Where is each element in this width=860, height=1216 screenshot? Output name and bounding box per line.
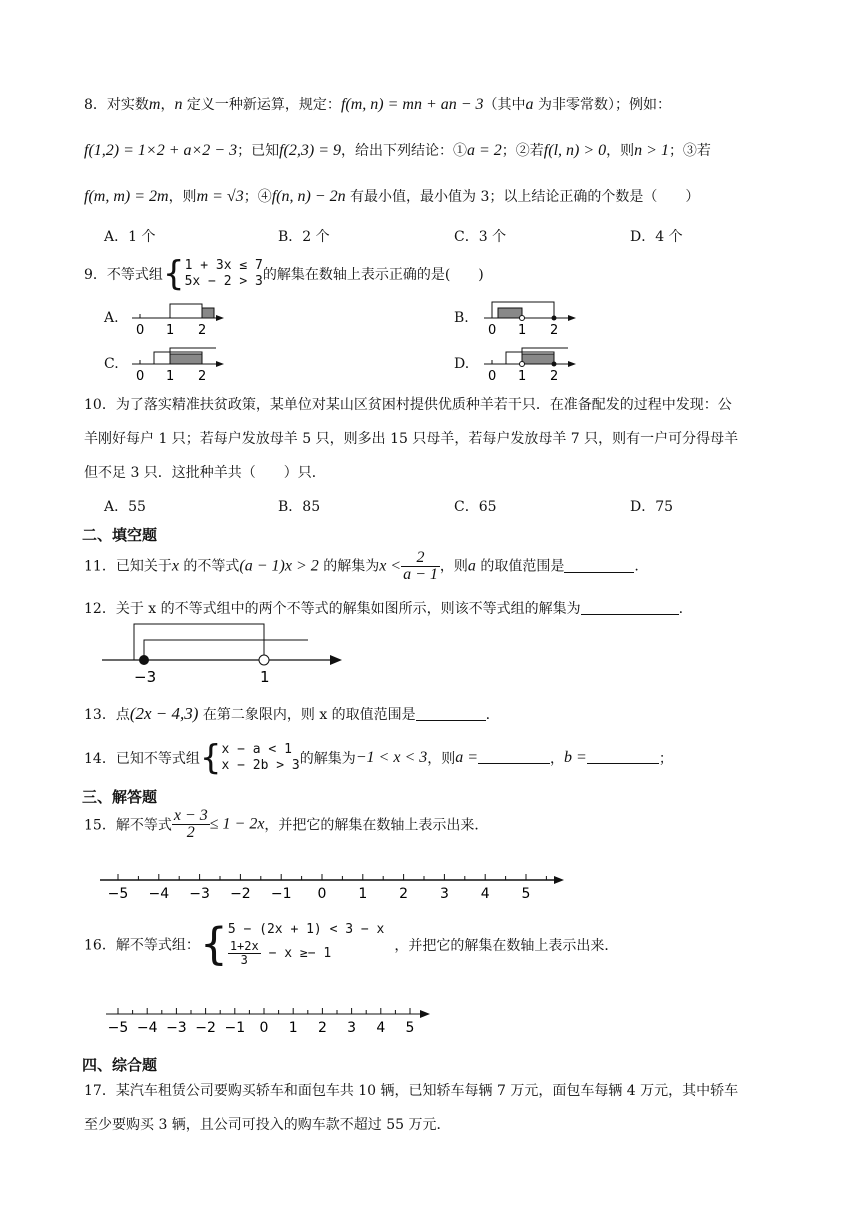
q15-numberline	[98, 868, 570, 908]
formula: f(n, n) − 2n	[271, 188, 346, 205]
text: 有最小值，最小值为 3；以上结论正确的个数是（ ）	[345, 189, 700, 205]
text: ，则	[427, 751, 456, 767]
text: ，则	[439, 558, 468, 575]
formula: a = 2	[467, 142, 502, 159]
formula: f(m, n) = mn + an − 3	[340, 96, 484, 113]
text: .	[485, 707, 491, 723]
tick-label: 2	[317, 1020, 327, 1036]
tick-1: 1	[518, 323, 527, 338]
numerator: x − 3	[173, 807, 208, 824]
tick-label: −5	[107, 886, 129, 902]
tick-label: −4	[148, 886, 170, 902]
tick-label: −2	[195, 1020, 216, 1036]
brace: {	[199, 918, 228, 970]
var-a: a	[525, 96, 534, 113]
tick-label: 0	[317, 886, 327, 902]
formula: (a − 1)x > 2	[239, 557, 319, 575]
ineq-1: 1 + 3x ≤ 7	[184, 258, 263, 273]
q8-line1	[84, 94, 671, 114]
tick-1: 1	[518, 369, 527, 384]
tick-1: 1	[260, 668, 270, 686]
q9-numberline-d	[480, 344, 580, 386]
text: 的解集在数轴上表示正确的是( )	[262, 267, 484, 283]
var-a: a	[467, 557, 476, 575]
text: ，	[160, 97, 175, 113]
tick-1: 1	[166, 323, 175, 338]
text: ，则	[168, 189, 197, 205]
tick-0: 0	[488, 369, 497, 384]
q9-label-d: D.	[454, 356, 470, 372]
text: ；④	[243, 189, 272, 205]
text: ；③若	[668, 143, 711, 159]
brace: {	[199, 738, 222, 778]
var-a: a =	[455, 749, 479, 766]
q10-option-a: A．55	[104, 499, 146, 515]
q15-fraction	[172, 808, 210, 841]
text: ，并把它的解集在数轴上表示出来．	[394, 937, 619, 954]
text: 15．解不等式	[84, 817, 172, 834]
formula: f(m, m) = 2m	[84, 188, 169, 205]
q8-line2	[84, 140, 711, 160]
tick-label: 5	[521, 886, 531, 902]
q9-label-c: C.	[104, 356, 119, 372]
ineq-2	[228, 940, 385, 967]
formula: −1 < x < 3	[355, 749, 428, 766]
text: − x ≥− 1	[268, 946, 332, 961]
var-x: x	[171, 557, 179, 575]
axis-arrow	[420, 1010, 430, 1018]
text: 的解集为	[318, 558, 380, 575]
tick-0: 0	[136, 323, 145, 338]
text: ，	[550, 751, 565, 767]
text: .	[678, 601, 684, 617]
text: （其中	[483, 97, 526, 113]
tick-label: 4	[376, 1020, 386, 1036]
text: 13．点	[84, 707, 130, 723]
q15-line	[84, 808, 488, 841]
q16-line	[84, 918, 619, 970]
q9-label-b: B.	[454, 310, 469, 326]
q9-line	[84, 254, 484, 294]
tick-label: 2	[399, 886, 409, 902]
tick-2: 2	[550, 369, 559, 384]
q9-numberline-c	[128, 344, 228, 386]
denominator: 2	[186, 824, 195, 841]
tick-0: 0	[488, 323, 497, 338]
q10-option-c: C．65	[454, 499, 497, 515]
answer-blank[interactable]	[416, 706, 486, 721]
q8-option-b: B．2 个	[278, 229, 330, 245]
q17-line2: 至少要购买 3 辆，且公司可投入的购车款不超过 55 万元．	[84, 1117, 451, 1133]
tick-label: −5	[107, 1020, 129, 1036]
tick-label: −2	[230, 886, 251, 902]
text: 11．已知关于	[84, 558, 172, 575]
tick-label: 3	[347, 1020, 357, 1036]
text: 定义一种新运算，规定：	[182, 97, 341, 113]
q16-numberline	[104, 1002, 434, 1042]
tick-1: 1	[166, 369, 175, 384]
q16-system	[228, 922, 385, 967]
text: ，则	[606, 143, 635, 159]
brace: {	[162, 254, 185, 294]
tick-label: 0	[259, 1020, 269, 1036]
q8-option-c: C．3 个	[454, 229, 507, 245]
text: ，给出下列结论：①	[341, 143, 467, 159]
ineq-1: 5 − (2x + 1) < 3 − x	[227, 922, 385, 937]
answer-blank-a[interactable]	[478, 749, 550, 764]
text: 8．对实数	[84, 97, 149, 113]
section-heading-solve: 三、解答题	[82, 788, 158, 806]
ineq-2: 5x − 2 > 3	[184, 274, 263, 289]
ineq-1: x − a < 1	[221, 742, 292, 757]
formula: m = √3	[196, 188, 244, 205]
numerator: 2	[401, 550, 440, 567]
tick-0: 0	[136, 369, 145, 384]
denominator: a − 1	[403, 566, 438, 583]
text: .	[634, 558, 639, 575]
q10-option-b: B．85	[278, 499, 321, 515]
text: 的不等式	[178, 558, 240, 575]
formula: ≤ 1 − 2x	[209, 815, 265, 833]
q10-line1: 10．为了落实精准扶贫政策，某单位对某山区贫困村提供优质种羊若干只．在准备配发的过程中发现：公	[84, 397, 732, 413]
tick-label: 4	[480, 886, 490, 902]
text: 16．解不等式组：	[84, 937, 200, 954]
text: ，并把它的解集在数轴上表示出来．	[264, 817, 489, 834]
tick-2: 2	[198, 323, 207, 338]
section-heading-fill-blank: 二、填空题	[82, 526, 158, 544]
q17-line1: 17．某汽车租赁公司要购买轿车和面包车共 10 辆，已知轿车每辆 7 万元，面包车每辆 4 万元，其中轿车	[84, 1083, 739, 1099]
q10-option-d: D．75	[630, 499, 674, 515]
tick-label: 3	[439, 886, 449, 902]
numerator: 1+2x	[229, 939, 259, 953]
answer-blank[interactable]	[581, 600, 679, 615]
q11-fraction	[401, 550, 440, 583]
formula: n > 1	[634, 142, 669, 159]
var-m: m	[148, 96, 161, 113]
formula: x <	[379, 557, 402, 575]
q14-system	[221, 742, 299, 774]
tick-label: 1	[288, 1020, 298, 1036]
q11-line	[84, 550, 639, 583]
q8-option-d: D．4 个	[630, 229, 683, 245]
formula: f(l, n) > 0	[543, 142, 607, 159]
q12-numberline	[98, 620, 348, 690]
text: 为非零常数）；例如：	[533, 97, 671, 113]
text: ；②若	[501, 143, 544, 159]
text: 12．关于 x 的不等式组中的两个不等式的解集如图所示，则该不等式组的解集为	[84, 601, 581, 617]
q9-numberline-b	[480, 298, 580, 340]
q8-line3	[84, 186, 699, 206]
var-b: b =	[564, 749, 587, 766]
text: 9．不等式组	[84, 267, 163, 283]
formula: (2x − 4,3)	[129, 704, 199, 723]
tick-neg3: −3	[134, 668, 157, 686]
tick-2: 2	[550, 323, 559, 338]
tick-2: 2	[198, 369, 207, 384]
q14-line	[84, 738, 673, 778]
q10-line3: 但不足 3 只．这批种羊共（ ）只．	[84, 465, 326, 481]
q9-system	[185, 258, 263, 290]
q13-line	[84, 704, 490, 724]
section-heading-comprehensive: 四、综合题	[82, 1056, 158, 1074]
q9-label-a: A.	[104, 310, 119, 326]
text: ；已知	[237, 143, 280, 159]
q9-numberline-a	[128, 300, 228, 340]
tick-label: −1	[224, 1020, 246, 1036]
text: ；	[658, 751, 673, 767]
tick-label: 1	[358, 886, 368, 902]
answer-blank-b[interactable]	[587, 749, 659, 764]
tick-label: −3	[166, 1020, 187, 1036]
text: 的取值范围是	[475, 558, 565, 575]
formula: f(1,2) = 1×2 + a×2 − 3	[84, 142, 238, 159]
var-n: n	[174, 96, 183, 113]
axis-arrow	[554, 876, 564, 884]
denominator: 3	[240, 953, 248, 967]
text: 的解集为	[299, 751, 356, 767]
text: 在第二象限内，则 x 的取值范围是	[198, 707, 416, 723]
q8-option-a: A．1 个	[104, 229, 156, 245]
formula: f(2,3) = 9	[279, 142, 341, 159]
text: 14．已知不等式组	[84, 751, 200, 767]
tick-label: −3	[189, 886, 210, 902]
q12-line	[84, 598, 683, 618]
ineq-2: x − 2b > 3	[221, 758, 300, 773]
tick-label: −1	[270, 886, 292, 902]
tick-label: 5	[405, 1020, 415, 1036]
q10-line2: 羊刚好每户 1 只；若每户发放母羊 5 只，则多出 15 只母羊，若每户发放母羊 7 只，则有一户可分得母羊	[84, 431, 739, 447]
answer-blank[interactable]	[564, 558, 634, 573]
tick-label: −4	[136, 1020, 158, 1036]
